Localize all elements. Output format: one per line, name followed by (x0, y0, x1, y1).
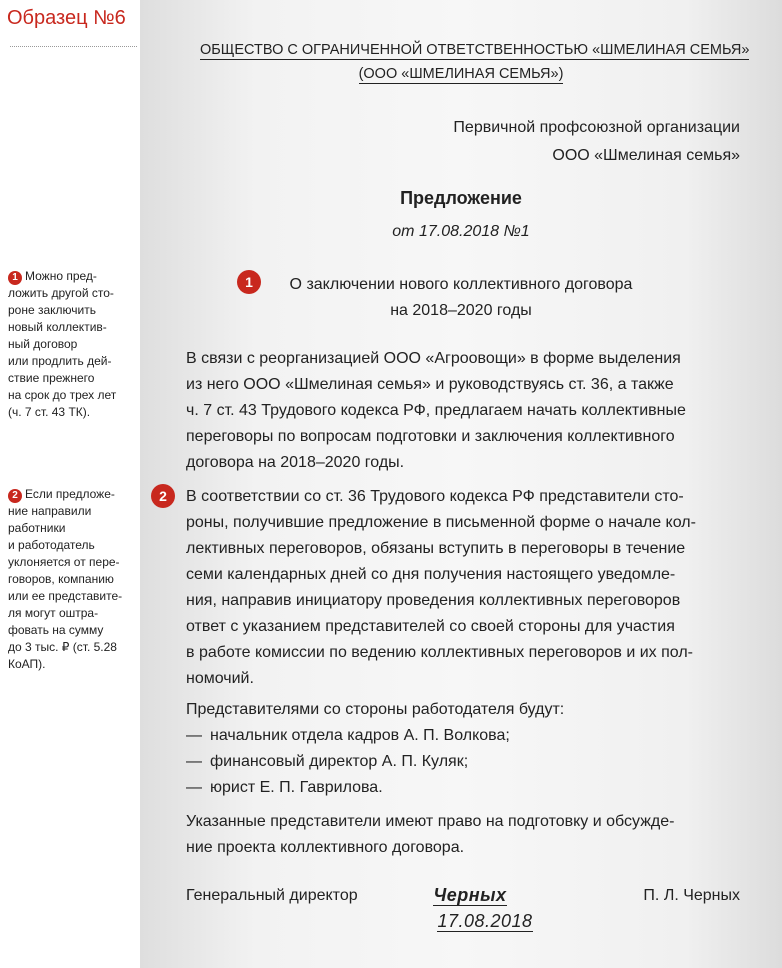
signer-role: Генеральный директор (186, 887, 358, 904)
note-2-line: до 3 тыс. ₽ (ст. 5.28 (8, 640, 117, 654)
paragraph-line: номочий. (186, 670, 254, 687)
note-1-line: или продлить дей- (8, 354, 112, 368)
paragraph-2 (186, 484, 746, 692)
note-2-line: ние направили (8, 504, 92, 518)
paragraph-line: переговоры по вопросам подготовки и заключения коллективного (186, 428, 675, 445)
note-2-line: Если предложе- (25, 487, 115, 501)
paragraph-line: договора на 2018–2020 годы. (186, 454, 405, 471)
note-2-line: и работодатель (8, 538, 95, 552)
side-note-2 (8, 486, 136, 673)
subject-badge: 1 (237, 270, 261, 294)
paragraph-line: ч. 7 ст. 43 Трудового кодекса РФ, предлагаем начать коллективные (186, 402, 686, 419)
org-name-full: ОБЩЕСТВО С ОГРАНИЧЕННОЙ ОТВЕТСТВЕННОСТЬЮ «ШМЕЛИНАЯ СЕМЬЯ» (200, 42, 750, 58)
paragraph-line: ние проекта коллективного договора. (186, 839, 465, 856)
recipient (453, 114, 740, 170)
org-name-short-row (200, 66, 722, 82)
paragraph-line: ответ с указанием представителей со своей стороны для участия (186, 618, 675, 635)
paragraph-1 (186, 346, 746, 476)
note-2-line: говоров, компанию (8, 572, 114, 586)
paragraph-line: В соответствии со ст. 36 Трудового кодекса РФ представители сто- (186, 488, 684, 505)
paragraph-line: в работе комиссии по ведению коллективных переговоров и их пол- (186, 644, 693, 661)
document-title: Предложение (400, 188, 522, 208)
sidebar (0, 0, 140, 968)
org-name-short: (ООО «ШМЕЛИНАЯ СЕМЬЯ») (358, 66, 564, 82)
closing-paragraph (186, 809, 746, 861)
document-date-number: от 17.08.2018 №1 (392, 223, 530, 240)
recipient-line: Первичной профсоюзной организации (453, 119, 740, 136)
note-1-line: ствие прежнего (8, 371, 95, 385)
note-badge-1: 1 (8, 271, 22, 285)
list-item (186, 749, 746, 775)
paragraph-line: из него ООО «Шмелиная семья» и руководствуясь ст. 36, а также (186, 376, 674, 393)
list-item-text: финансовый директор А. П. Куляк; (210, 753, 469, 770)
note-1-line: ный договор (8, 337, 78, 351)
list-item-text: начальник отдела кадров А. П. Волкова; (210, 727, 510, 744)
note-2-line: работники (8, 521, 66, 535)
paragraph-line: Указанные представители имеют право на подготовку и обсужде- (186, 813, 675, 830)
subject-line: на 2018–2020 годы (390, 302, 532, 319)
list-item-text: юрист Е. П. Гаврилова. (210, 779, 383, 796)
document-subject (258, 272, 664, 324)
paragraph-2-badge: 2 (151, 484, 175, 508)
note-1-line: на срок до трех лет (8, 388, 117, 402)
org-name (200, 42, 750, 58)
sample-title: Образец №6 (7, 7, 126, 29)
signer-name: П. Л. Черных (643, 887, 740, 904)
list-dash: — (186, 727, 202, 744)
note-2-line: ля могут оштра- (8, 606, 99, 620)
handwritten-signature (400, 885, 540, 906)
paragraph-line: ния, направив инициатору проведения коллективных переговоров (186, 592, 681, 609)
list-dash: — (186, 779, 202, 796)
document-page (140, 0, 782, 968)
side-note-1 (8, 268, 136, 421)
representatives-intro: Представителями со стороны работодателя будут: (186, 701, 565, 718)
subject-line: О заключении нового коллективного договора (289, 276, 633, 293)
note-2-line: или ее представите- (8, 589, 123, 603)
note-1-line: Можно пред- (25, 269, 97, 283)
note-2-line: фовать на сумму (8, 623, 104, 637)
list-dash: — (186, 753, 202, 770)
list-item (186, 775, 746, 801)
paragraph-line: В связи с реорганизацией ООО «Агроовощи» в форме выделения (186, 350, 681, 367)
representatives-block (186, 697, 746, 801)
list-item (186, 723, 746, 749)
note-1-line: новый коллектив- (8, 320, 107, 334)
signature-date-text: 17.08.2018 (437, 911, 533, 931)
note-badge-2: 2 (8, 489, 22, 503)
signature-text: Черных (433, 885, 507, 905)
recipient-line: ООО «Шмелиная семья» (552, 147, 740, 164)
paragraph-line: роны, получившие предложение в письменной форме о начале кол- (186, 514, 696, 531)
note-2-line: уклоняется от пере- (8, 555, 120, 569)
sample-title-divider (10, 46, 137, 47)
note-1-line: (ч. 7 ст. 43 ТК). (8, 405, 91, 419)
paragraph-line: лективных переговоров, обязаны вступить в переговоры в течение (186, 540, 686, 557)
paragraph-line: семи календарных дней со дня получения настоящего уведомле- (186, 566, 676, 583)
note-2-line: КоАП). (8, 657, 46, 671)
handwritten-date (420, 911, 550, 932)
note-1-line: ложить другой сто- (8, 286, 114, 300)
note-1-line: роне заключить (8, 303, 96, 317)
